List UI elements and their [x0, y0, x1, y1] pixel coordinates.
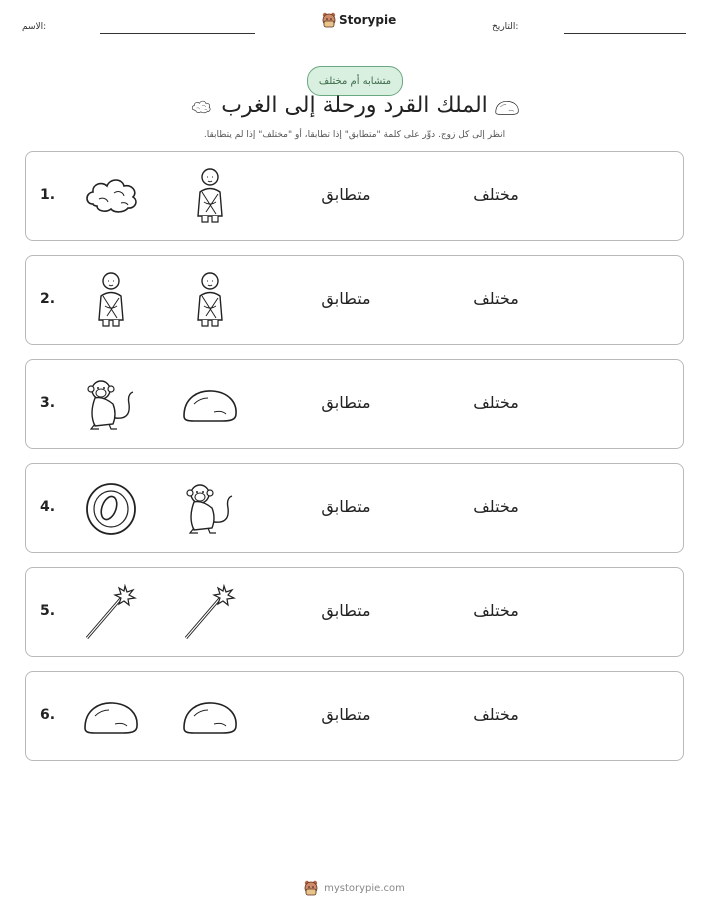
date-label: التاريخ:: [492, 22, 519, 32]
question-number: 3.: [40, 395, 56, 411]
monk-icon: [180, 270, 240, 330]
brand-logo: [322, 12, 396, 28]
monkey-icon: [81, 374, 141, 434]
date-line[interactable]: [564, 33, 686, 34]
cloud-icon: [81, 166, 141, 226]
same-option[interactable]: متطابق: [321, 705, 371, 724]
page-title: الملك القرد ورحلة إلى الغرب: [221, 93, 488, 118]
question-row-1: [25, 151, 684, 241]
different-option[interactable]: مختلف: [473, 393, 519, 412]
bear-mascot-icon: [322, 12, 336, 28]
question-row-6: [25, 671, 684, 761]
question-row-2: [25, 255, 684, 345]
rock-icon: [492, 94, 522, 120]
question-number: 6.: [40, 707, 56, 723]
brand-name: Storypie: [339, 13, 397, 27]
question-row-5: [25, 567, 684, 657]
different-option[interactable]: مختلف: [473, 705, 519, 724]
question-number: 5.: [40, 603, 56, 619]
bear-mascot-icon: [304, 880, 318, 896]
different-option[interactable]: مختلف: [473, 185, 519, 204]
rock-icon: [81, 686, 141, 746]
name-label: الاسم:: [22, 22, 47, 32]
worksheet-type-badge: متشابه أم مختلف: [307, 66, 403, 96]
rock-icon: [180, 686, 240, 746]
same-option[interactable]: متطابق: [321, 393, 371, 412]
rock-icon: [180, 374, 240, 434]
different-option[interactable]: مختلف: [473, 289, 519, 308]
footer: [0, 880, 709, 896]
same-option[interactable]: متطابق: [321, 185, 371, 204]
monkey-icon: [180, 478, 240, 538]
name-line[interactable]: [100, 33, 255, 34]
same-option[interactable]: متطابق: [321, 601, 371, 620]
footer-url[interactable]: mystorypie.com: [324, 882, 405, 894]
question-number: 2.: [40, 291, 56, 307]
question-number: 4.: [40, 499, 56, 515]
instructions: انظر إلى كل زوج. دوِّر على كلمة "متطابق" إذا تطابقا، أو "مختلف" إذا لم يتطابقا.: [203, 130, 506, 140]
different-option[interactable]: مختلف: [473, 601, 519, 620]
peach-icon: [81, 478, 141, 538]
staff-icon: [81, 582, 141, 642]
same-option[interactable]: متطابق: [321, 497, 371, 516]
question-row-4: [25, 463, 684, 553]
same-option[interactable]: متطابق: [321, 289, 371, 308]
question-number: 1.: [40, 187, 56, 203]
question-row-3: [25, 359, 684, 449]
monk-icon: [180, 166, 240, 226]
staff-icon: [180, 582, 240, 642]
different-option[interactable]: مختلف: [473, 497, 519, 516]
monk-icon: [81, 270, 141, 330]
